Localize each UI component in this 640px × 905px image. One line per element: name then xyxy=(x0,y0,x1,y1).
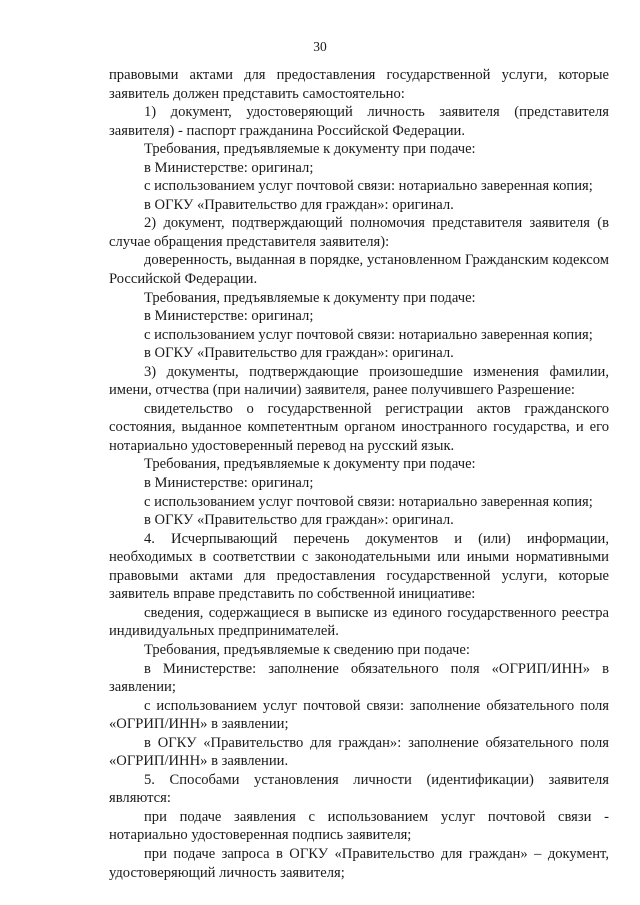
paragraph-9: Требования, предъявляемые к документу при подаче: xyxy=(144,289,476,306)
page-number: 30 xyxy=(313,39,327,54)
paragraph-23: с использованием услуг почтовой связи: заполнение обязательного поля «ОГРИП/ИНН» в заявлении; xyxy=(109,697,609,733)
paragraph-11: с использованием услуг почтовой связи: нотариально заверенная копия; xyxy=(144,326,593,343)
paragraph-27: при подаче запроса в ОГКУ «Правительство для граждан» – документ, удостоверяющий личность заявителя; xyxy=(109,845,609,881)
paragraph-18: в ОГКУ «Правительство для граждан»: оригинал. xyxy=(144,512,454,529)
paragraph-10: в Министерстве: оригинал; xyxy=(144,308,314,325)
paragraph-12: в ОГКУ «Правительство для граждан»: оригинал. xyxy=(144,345,454,362)
paragraph-7: 2) документ, подтверждающий полномочия представителя заявителя (в случае обращения представителя заявителя): xyxy=(109,215,609,250)
paragraph-14: свидетельство о государственной регистрации актов гражданского состояния, выданное компетентным органом иностранного государства, и его нотариально удостоверенный перевод на русский язык. xyxy=(109,400,609,454)
paragraph-20: сведения, содержащиеся в выписке из единого государственного реестра индивидуальных предпринимателей. xyxy=(109,604,609,640)
paragraph-5: с использованием услуг почтовой связи: нотариально заверенная копия; xyxy=(144,178,593,195)
paragraph-8: доверенность, выданная в порядке, установленном Гражданским кодексом Российской Федерации. xyxy=(109,252,609,288)
paragraph-26: при подаче заявления с использованием услуг почтовой связи - нотариально удостоверенная подпись заявителя; xyxy=(109,808,609,844)
paragraph-21: Требования, предъявляемые к сведению при подаче: xyxy=(144,641,470,658)
paragraph-1: правовыми актами для предоставления государственной услуги, которые заявитель должен представить самостоятельно: xyxy=(109,67,609,102)
paragraph-3: Требования, предъявляемые к документу при подаче: xyxy=(144,141,476,158)
paragraph-16: в Министерстве: оригинал; xyxy=(144,475,314,492)
document-body xyxy=(109,66,609,882)
paragraph-4: в Министерстве: оригинал; xyxy=(144,159,314,176)
paragraph-22: в Министерстве: заполнение обязательного поля «ОГРИП/ИНН» в заявлении; xyxy=(109,660,609,696)
paragraph-13: 3) документы, подтверждающие произошедшие изменения фамилии, имени, отчества (при наличии) заявителя, ранее получившего Разрешение: xyxy=(109,363,609,399)
paragraph-17: с использованием услуг почтовой связи: нотариально заверенная копия; xyxy=(144,493,593,510)
paragraph-6: в ОГКУ «Правительство для граждан»: оригинал. xyxy=(144,196,454,213)
paragraph-25: 5. Способами установления личности (идентификации) заявителя являются: xyxy=(109,771,609,807)
paragraph-19: 4. Исчерпывающий перечень документов и (или) информации, необходимых в соответствии с законодательными или иными нормативными правовыми актами для предоставления государственной услуги, которые заявитель вправе представить по собственной инициативе: xyxy=(109,530,609,603)
paragraph-24: в ОГКУ «Правительство для граждан»: заполнение обязательного поля «ОГРИП/ИНН» в заявлении. xyxy=(109,734,609,770)
paragraph-15: Требования, предъявляемые к документу при подаче: xyxy=(144,456,476,473)
paragraph-2: 1) документ, удостоверяющий личность заявителя (представителя заявителя) - паспорт гражданина Российской Федерации. xyxy=(109,104,609,139)
